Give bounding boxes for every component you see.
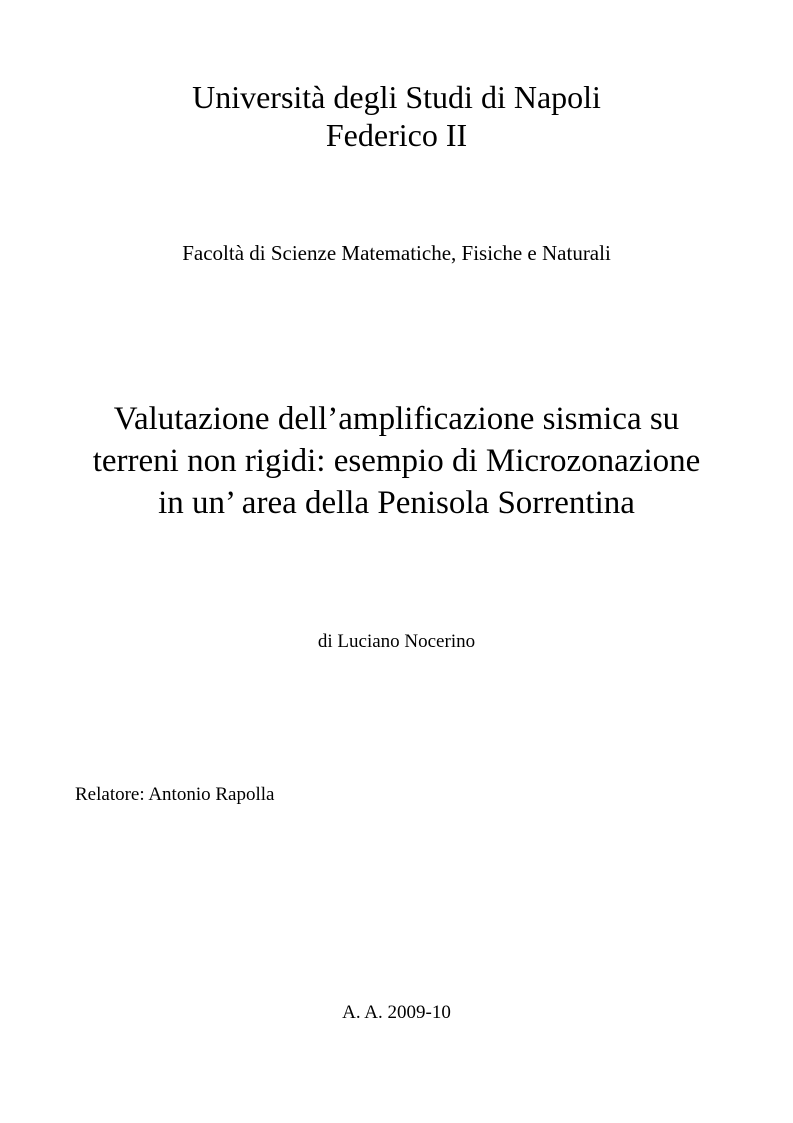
university-name — [0, 78, 793, 154]
advisor-name: Relatore: Antonio Rapolla — [75, 784, 275, 805]
university-name-line-1: Università degli Studi di Napoli — [192, 79, 601, 115]
thesis-title-line-1: Valutazione dell’amplificazione sismica su — [113, 401, 680, 437]
academic-year: A. A. 2009-10 — [342, 1002, 451, 1023]
thesis-title-line-2: terreni non rigidi: esempio di Microzonazione — [92, 443, 701, 479]
thesis-title-line-3: in un’ area della Penisola Sorrentina — [158, 485, 635, 521]
university-name-line-2: Federico II — [325, 117, 468, 153]
thesis-title — [0, 398, 793, 524]
author-name: di Luciano Nocerino — [317, 631, 476, 652]
faculty-name: Facoltà di Scienze Matematiche, Fisiche e Naturali — [182, 241, 611, 265]
